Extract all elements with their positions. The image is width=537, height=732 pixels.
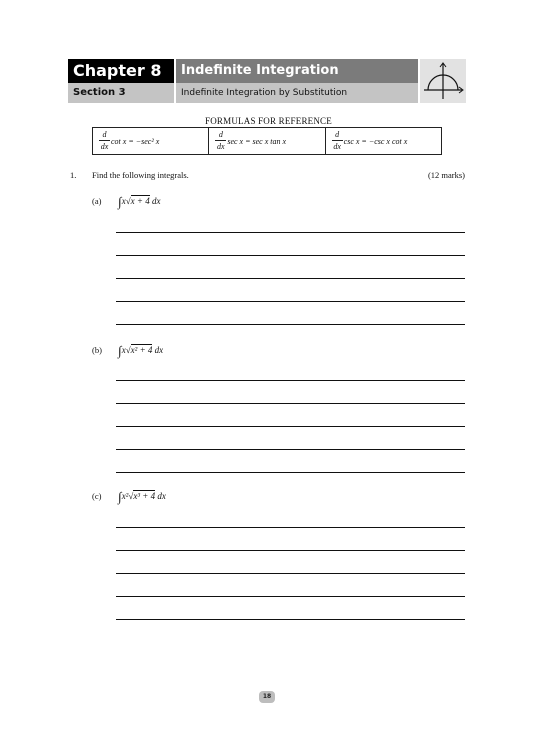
integral-sign-icon: ∫ [118, 194, 122, 209]
question-prompt: Find the following integrals. [92, 170, 189, 180]
derivative-operator: d dx [217, 130, 225, 151]
formula-expression: sec x = sec x tan x [227, 137, 287, 146]
integral-expression: ∫x√x + 4 dx [118, 194, 161, 209]
answer-line[interactable] [116, 426, 465, 427]
part-label: (a) [92, 196, 102, 206]
answer-line[interactable] [116, 278, 465, 279]
question-number: 1. [70, 170, 77, 180]
answer-line[interactable] [116, 403, 465, 404]
answer-line[interactable] [116, 596, 465, 597]
integral-expression: ∫x²√x³ + 4 dx [118, 489, 166, 504]
question-marks: (12 marks) [427, 170, 465, 180]
derivative-operator: d dx [333, 130, 341, 151]
page-number: 18 [259, 691, 275, 703]
answer-line[interactable] [116, 527, 465, 528]
answer-line[interactable] [116, 619, 465, 620]
formula-expression: cot x = −sec² x [111, 137, 160, 146]
formula-cell [209, 128, 325, 154]
formulas-title: FORMULAS FOR REFERENCE [205, 116, 332, 126]
formula-expression: csc x = −csc x cot x [343, 137, 408, 146]
chapter-title: Indefinite Integration [176, 59, 418, 83]
semicircle-axes-icon [420, 59, 466, 103]
question-part-b [92, 343, 163, 359]
answer-line[interactable] [116, 301, 465, 302]
answer-line[interactable] [116, 449, 465, 450]
part-label: (b) [92, 345, 102, 355]
integral-expression: ∫x√x² + 4 dx [118, 343, 164, 358]
answer-line[interactable] [116, 255, 465, 256]
answer-line[interactable] [116, 232, 465, 233]
integral-sign-icon: ∫ [118, 343, 122, 358]
question-part-a [92, 194, 160, 210]
section-label: Section 3 [68, 83, 174, 103]
integral-sign-icon: ∫ [118, 489, 122, 504]
section-subtitle: Indefinite Integration by Substitution [176, 83, 418, 103]
answer-line[interactable] [116, 550, 465, 551]
question-part-c [92, 489, 166, 505]
formula-cell [93, 128, 209, 154]
chapter-label: Chapter 8 [68, 59, 174, 83]
answer-line[interactable] [116, 573, 465, 574]
part-label: (c) [92, 491, 102, 501]
derivative-operator: d dx [100, 130, 109, 151]
formula-cell [326, 128, 441, 154]
answer-line[interactable] [116, 472, 465, 473]
answer-line[interactable] [116, 380, 465, 381]
formulas-table [92, 127, 442, 155]
chapter-header [68, 59, 466, 103]
answer-line[interactable] [116, 324, 465, 325]
